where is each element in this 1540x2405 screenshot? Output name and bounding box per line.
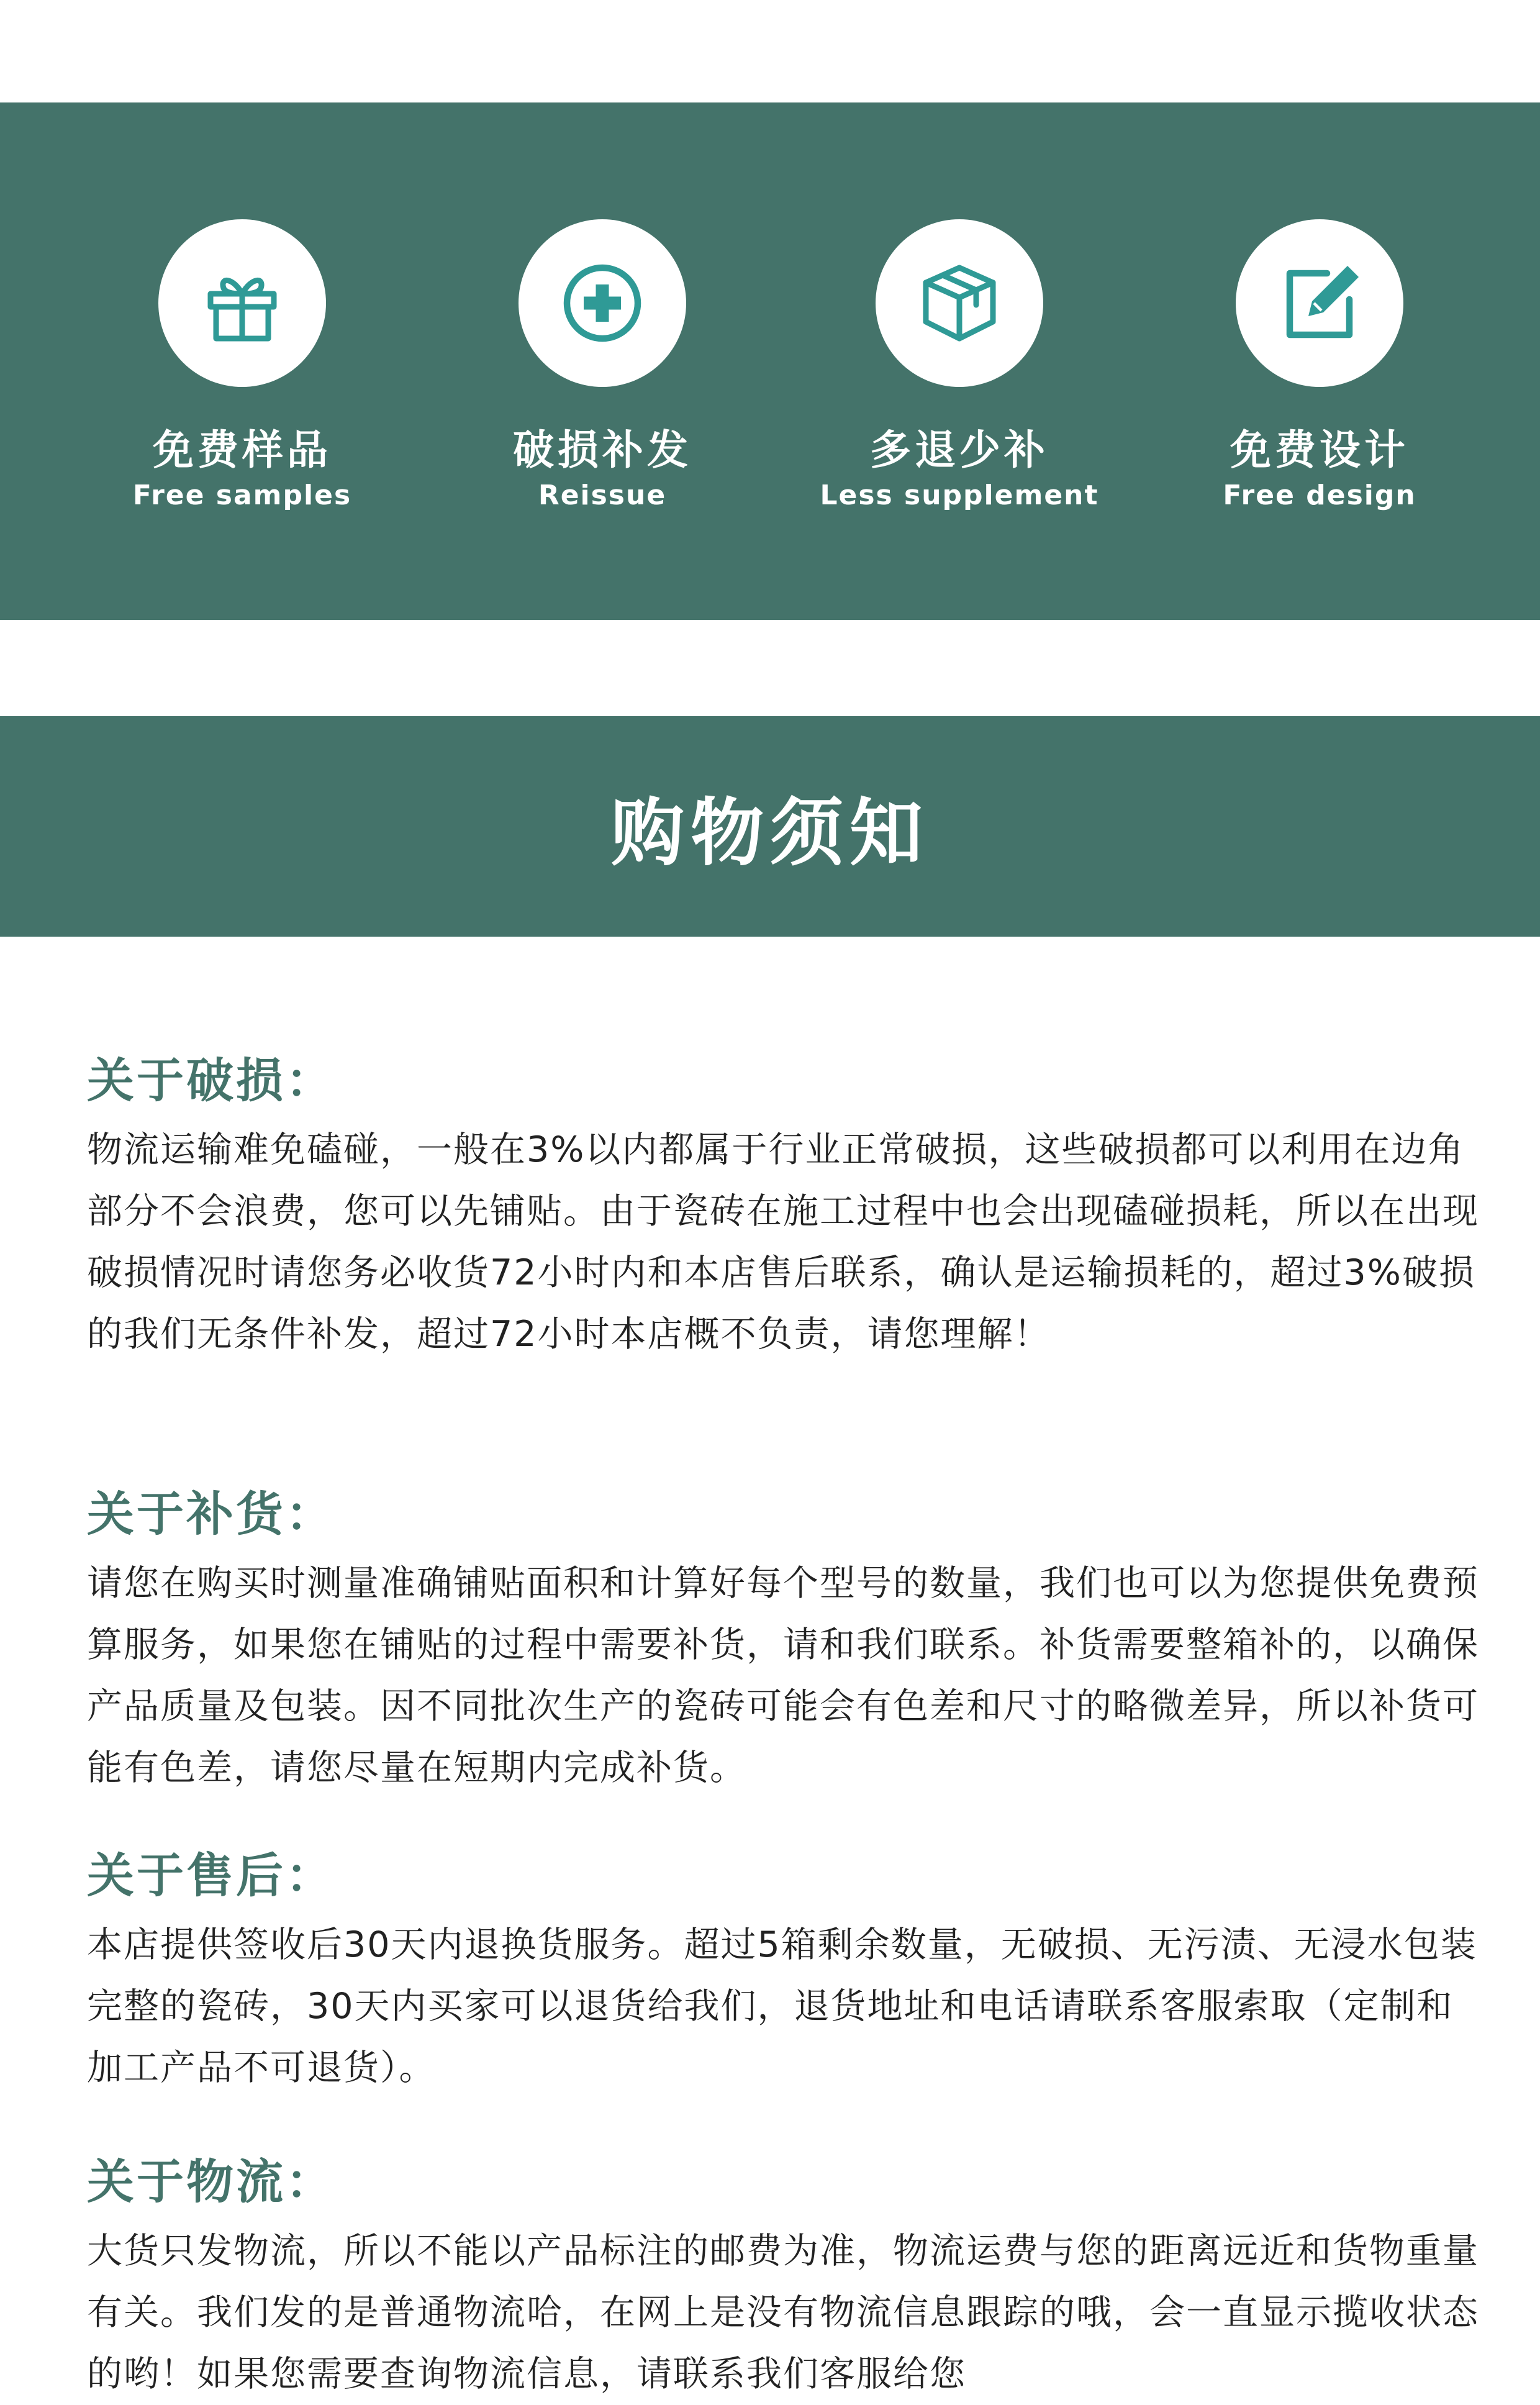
feature-title-en: Free design bbox=[1223, 480, 1416, 511]
feature-title-cn: 免费样品 bbox=[153, 426, 332, 474]
feature-title-cn: 免费设计 bbox=[1230, 426, 1409, 474]
section-heading: 关于补货： bbox=[87, 1486, 335, 1542]
feature-title-en: Less supplement bbox=[820, 480, 1099, 511]
section-text: 大货只发物流，所以不能以产品标注的邮费为准，物流运费与您的距离远近和货物重量有关。我们发的是普通物流哈，在网上是没有物流信息跟踪的哦，会一直显示揽收状态的哟！如果您需要查询物流信息，请联系我们客服给您 bbox=[87, 2230, 1479, 2394]
feature-title-cn: 破损补发 bbox=[513, 426, 692, 474]
notice-title: 购物须知 bbox=[610, 789, 929, 876]
feature-reissue bbox=[435, 102, 770, 620]
feature-icon-circle bbox=[158, 219, 326, 387]
feature-less-supplement bbox=[792, 102, 1127, 620]
feature-icon-circle bbox=[1236, 219, 1403, 387]
section-heading: 关于售后： bbox=[87, 1848, 335, 1903]
section-text: 物流运输难免磕碰，一般在3%以内都属于行业正常破损，这些破损都可以利用在边角部分不会浪费，您可以先铺贴。由于瓷砖在施工过程中也会出现磕碰损耗，所以在出现破损情况时请您务必收货72小时内和本店售后联系，确认是运输损耗的，超过3%破损的我们无条件补发，超过72小时本店概不负责，请您理解！ bbox=[87, 1129, 1479, 1355]
edit-icon bbox=[1273, 257, 1366, 350]
feature-title-en: Reissue bbox=[538, 480, 667, 511]
feature-icon-circle bbox=[876, 219, 1043, 387]
section-text: 请您在购买时测量准确铺贴面积和计算好每个型号的数量，我们也可以为您提供免费预算服务，如果您在铺贴的过程中需要补货，请和我们联系。补货需要整箱补的，以确保产品质量及包装。因不同批次生产的瓷砖可能会有色差和尺寸的略微差异，所以补货可能有色差，请您尽量在短期内完成补货。 bbox=[87, 1563, 1479, 1788]
feature-free-design bbox=[1152, 102, 1487, 620]
section-logistics bbox=[87, 2152, 1484, 2405]
section-heading: 关于物流： bbox=[87, 2154, 335, 2209]
feature-icon-circle bbox=[519, 219, 686, 387]
feature-title-cn: 多退少补 bbox=[870, 426, 1049, 474]
box-icon bbox=[913, 257, 1006, 350]
plus-circle-icon bbox=[556, 257, 649, 350]
section-text: 本店提供签收后30天内退换货服务。超过5箱剩余数量，无破损、无污渍、无浸水包装完整的瓷砖，30天内买家可以退货给我们，退货地址和电话请联系客服索取（定制和加工产品不可退货）。 bbox=[87, 1924, 1477, 2088]
feature-title-en: Free samples bbox=[132, 480, 352, 511]
section-damage bbox=[87, 1051, 1484, 1365]
section-restock bbox=[87, 1484, 1484, 1799]
feature-free-samples bbox=[75, 102, 410, 620]
gift-icon bbox=[196, 257, 289, 350]
features-band bbox=[0, 102, 1540, 620]
section-after-sale bbox=[87, 1846, 1484, 2099]
notice-band bbox=[0, 716, 1540, 937]
section-heading: 关于破损： bbox=[87, 1053, 335, 1108]
